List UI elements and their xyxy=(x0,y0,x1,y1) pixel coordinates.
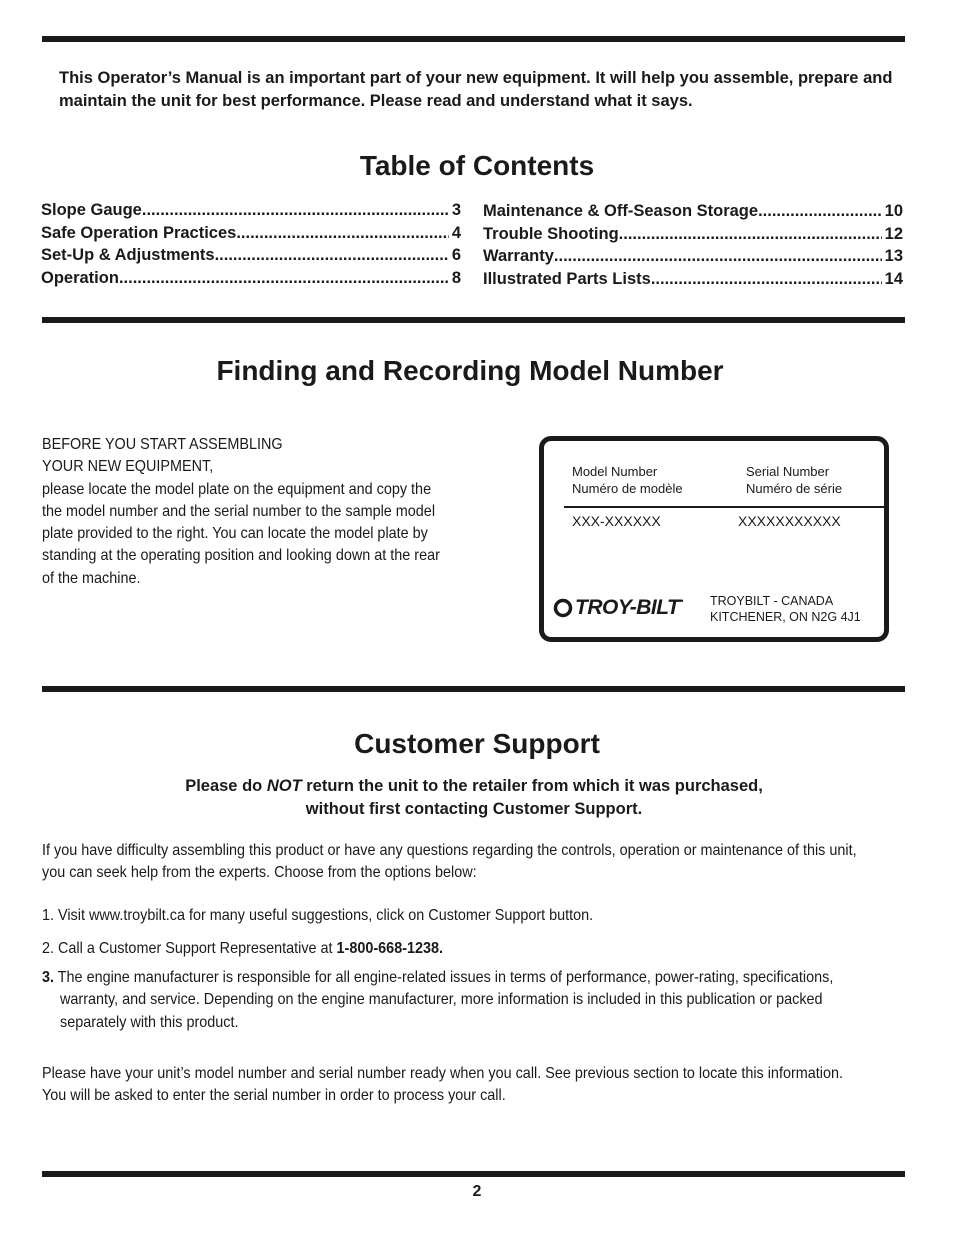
toc-entry-page: 4 xyxy=(451,223,461,242)
model-instructions-line: standing at the operating position and looking down at the rear xyxy=(42,547,440,565)
toc-entry[interactable] xyxy=(483,245,903,268)
model-number-value: XXX-XXXXXX xyxy=(572,513,661,529)
plate-divider xyxy=(564,506,884,508)
toc-entry-title: Trouble Shooting xyxy=(483,224,619,243)
bottom-rule xyxy=(42,1171,905,1177)
support-notice-line: without first contacting Customer Support. xyxy=(305,799,643,818)
model-instructions-line: please locate the model plate on the equipment and copy the xyxy=(42,480,432,498)
model-plate xyxy=(539,436,889,642)
toc-entry-page: 12 xyxy=(884,224,903,243)
toc-entry-page: 10 xyxy=(884,202,903,220)
page-number: 2 xyxy=(472,1183,482,1200)
support-option-2: 2. Call a Customer Support Representative at 1-800-668-1238. xyxy=(42,940,444,957)
model-section-title: Finding and Recording Model Number xyxy=(216,355,724,386)
model-instructions-line: the model number and the serial number to the sample model xyxy=(42,502,436,520)
support-option-3: 3. The engine manufacturer is responsible for all engine-related issues in terms of performance, power-rating, specifications, warranty, and service. Depending on the engine manufacturer, more information is included in this publication or packed separately with this product. xyxy=(42,969,834,1031)
toc-entry-title: Slope Gauge xyxy=(41,201,142,219)
intro-text: This Operator’s Manual is an important part of your new equipment. It will help you assemble, prepare and maintain the unit for best performance. Please read and understand what it says. xyxy=(59,69,893,110)
support-notice-line: Please do NOT return the unit to the retailer from which it was purchased, xyxy=(185,777,763,795)
model-instructions xyxy=(42,434,465,590)
serial-number-label: Serial Number Numéro de série xyxy=(746,464,843,496)
support-option-1: 1. Visit www.troybilt.ca for many useful suggestions, click on Customer Support button. xyxy=(42,907,594,924)
model-instructions-line: plate provided to the right. You can locate the model plate by xyxy=(42,525,428,543)
toc-entry[interactable] xyxy=(41,199,461,222)
support-notice-emphasis: NOT xyxy=(266,777,302,795)
toc-entry-title: Illustrated Parts Lists xyxy=(483,269,651,288)
toc-entry-title: Operation xyxy=(41,268,119,287)
toc-entry-page: 6 xyxy=(451,246,461,264)
model-instructions-line: YOUR NEW EQUIPMENT, xyxy=(42,458,214,476)
support-intro: If you have difficulty assembling this product or have any questions regarding the controls, operation or maintenance of this unit, you can seek help from the experts. Choose from the options below: xyxy=(42,842,857,882)
toc-entry-title: Maintenance & Off-Season Storage xyxy=(483,202,759,220)
troy-bilt-logo xyxy=(553,596,684,620)
top-rule xyxy=(42,36,905,42)
model-instructions-line: of the machine. xyxy=(42,569,141,587)
toc-entry-page: 8 xyxy=(451,268,461,287)
plate-address: TROYBILT - CANADA KITCHENER, ON N2G 4J1 xyxy=(710,594,861,624)
section-rule xyxy=(42,686,905,692)
support-closing: Please have your unit’s model number and serial number ready when you call. See previous section to locate this information. You will be asked to enter the serial number in order to process your call. xyxy=(42,1065,843,1105)
support-section-title: Customer Support xyxy=(354,728,600,759)
toc-entry-page: 3 xyxy=(451,201,461,219)
model-instructions-line: BEFORE YOU START ASSEMBLING xyxy=(42,436,283,453)
section-rule xyxy=(42,317,905,323)
toc-right-column xyxy=(483,200,903,290)
toc-left-column xyxy=(41,199,461,289)
logo-registered-dot: • xyxy=(680,596,684,606)
logo-wordmark: TROY-BILT xyxy=(575,596,680,619)
toc-entry[interactable] xyxy=(41,244,461,267)
support-phone-link[interactable]: 1-800-668-1238. xyxy=(336,940,444,957)
toc-entry-title: Warranty xyxy=(483,247,554,265)
toc-entry-page: 14 xyxy=(884,269,903,288)
toc-entry[interactable] xyxy=(41,267,461,290)
serial-number-value: XXXXXXXXXXX xyxy=(738,513,841,529)
toc-entry-title: Safe Operation Practices xyxy=(41,223,237,242)
toc-entry[interactable] xyxy=(483,223,903,246)
toc-entry[interactable] xyxy=(483,200,903,223)
toc-title: Table of Contents xyxy=(359,150,595,181)
logo-ring-icon xyxy=(553,598,573,618)
toc-entry-title: Set-Up & Adjustments xyxy=(41,246,215,264)
model-number-label: Model Number Numéro de modèle xyxy=(572,464,683,496)
toc-entry[interactable] xyxy=(41,222,461,245)
support-notice xyxy=(0,775,951,820)
toc-entry[interactable] xyxy=(483,268,903,291)
toc-entry-page: 13 xyxy=(884,247,903,265)
